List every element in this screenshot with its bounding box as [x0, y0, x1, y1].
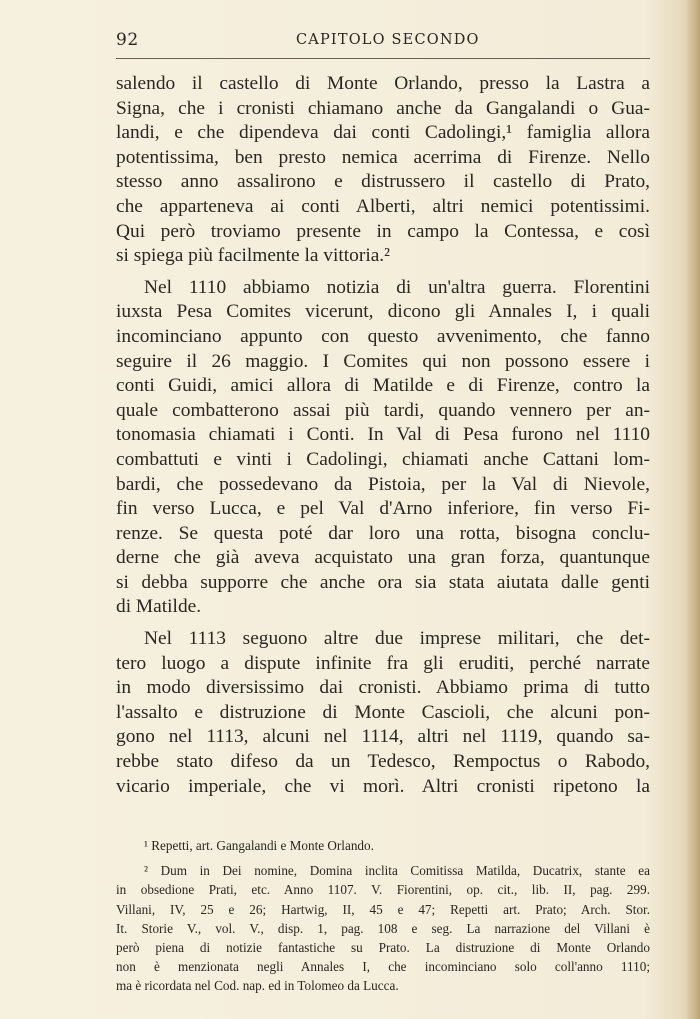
text-line: fin verso Lucca, e pel Val d'Arno inferiore, fin verso Fi- — [116, 498, 650, 520]
text-line: bardi, che possedevano da Pistoia, per la Val di Nievole, — [116, 473, 650, 495]
text-line: si spiega più facilmente la vittoria.² — [116, 245, 390, 267]
text-line: landi, e che dipendeva dai conti Cadolingi,¹ famiglia allora — [116, 122, 650, 144]
paragraph-gap — [116, 269, 650, 276]
text-line: Nel 1113 seguono altre due imprese militari, che det- — [144, 628, 650, 650]
text-line: Signa, che i cronisti chiamano anche da Gangalandi o Gua- — [116, 97, 650, 119]
footnote-line: Villani, IV, 25 e 26; Hartwig, II, 45 e 47; Repetti art. Prato; Arch. Stor. — [116, 901, 650, 917]
paragraph-gap — [116, 620, 650, 627]
text-line: vicario imperiale, che vi morì. Altri cronisti ripetono la — [116, 775, 650, 797]
footnote-line: non è menzionata negli Annales I, che incominciano solo coll'anno 1110; — [116, 959, 650, 975]
footnote-line: in obsedione Prati, etc. Anno 1107. V. Fiorentini, op. cit., lib. II, pag. 299. — [116, 882, 650, 898]
text-line: conti Guidi, amici allora di Matilde e di Firenze, contro la — [116, 375, 650, 397]
text-line: che apparteneva ai conti Alberti, altri nemici potentissimi. — [116, 195, 650, 217]
footnote-line: ² Dum in Dei nomine, Domina inclita Comitissa Matilda, Ducatrix, stante ea — [144, 863, 650, 879]
text-line: iuxsta Pesa Comites vicerunt, dicono gli Annales I, i quali — [116, 301, 650, 323]
text-line: incominciano appunto con questo avvenimento, che fanno — [116, 325, 650, 347]
page-edge-shadow — [686, 0, 700, 1019]
text-line: stesso anno assalirono e distrussero il castello di Prato, — [116, 171, 650, 193]
text-line: di Matilde. — [116, 596, 202, 618]
text-line: si debba supporre che anche ora sia stata aiutata dalle genti — [116, 571, 650, 593]
text-line: Nel 1110 abbiamo notizia di un'altra guerra. Florentini — [144, 276, 650, 298]
text-line: Qui però troviamo presente in campo la Contessa, e così — [116, 220, 650, 242]
text-line: derne che già aveva acquistato una gran forza, quantunque — [116, 547, 650, 569]
footnote-line: It. Storie V., vol. V., disp. 1, pag. 108 e seg. La narrazione del Villani è — [116, 920, 650, 936]
text-line: l'assalto e distruzione di Monte Cascioli, che alcuni pon- — [116, 701, 650, 723]
text-line: potentissima, ben presto nemica acerrima di Firenze. Nello — [116, 146, 650, 168]
header-rule — [116, 58, 650, 59]
footnote-line: però piena di notizie fantastiche su Prato. La distruzione di Monte Orlando — [116, 939, 650, 955]
footnote-line: ¹ Repetti, art. Gangalandi e Monte Orlando. — [144, 838, 374, 853]
text-line: in modo diversissimo dai cronisti. Abbiamo prima di tutto — [116, 677, 650, 699]
page-number: 92 — [116, 30, 139, 50]
text-line: renze. Se questa poté dar loro una rotta, bisogna conclu- — [116, 522, 650, 544]
text-line: salendo il castello di Monte Orlando, presso la Lastra a — [116, 73, 650, 94]
running-title: CAPITOLO SECONDO — [296, 32, 480, 48]
text-line: quale combatterono assai più tardi, quando vennero per an- — [116, 399, 650, 421]
footnotes — [116, 836, 650, 996]
text-line: gono nel 1113, alcuni nel 1114, altri nel 1119, quando sa- — [116, 726, 650, 748]
text-line: combattuti e vinti i Cadolingi, chiamati anche Cattani lom- — [116, 448, 650, 470]
text-line: tonomasia chiamati i Conti. In Val di Pesa furono nel 1110 — [116, 424, 650, 446]
text-line: seguire il 26 maggio. I Comites qui non possono essere i — [116, 350, 650, 372]
text-line: rebbe stato difeso da un Tedesco, Rempoctus o Rabodo, — [116, 751, 650, 773]
page-header — [116, 30, 650, 56]
footnote-line: ma è ricordata nel Cod. nap. ed in Tolomeo da Lucca. — [116, 978, 399, 994]
text-line: tero luogo a dispute infinite fra gli eruditi, perché narrate — [116, 652, 650, 674]
main-text — [116, 72, 650, 799]
